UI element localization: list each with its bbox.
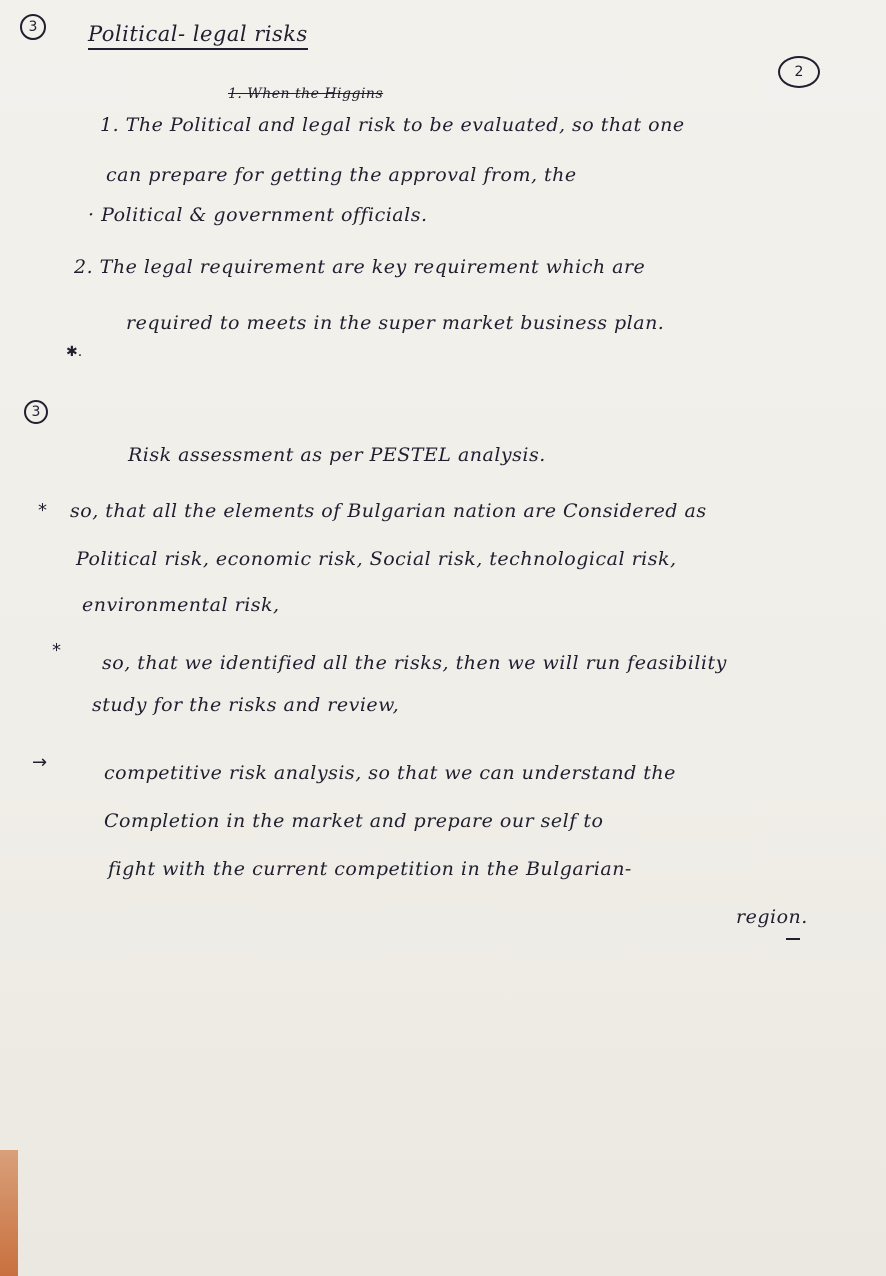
title-underline: [88, 48, 308, 50]
bullet1-marker: *: [38, 500, 47, 521]
bullet3-line1: competitive risk analysis, so that we can understand the: [104, 762, 676, 784]
bullet3-line4: region.: [736, 906, 808, 928]
item1-line1: 1. The Political and legal risk to be evaluated, so that one: [100, 114, 685, 136]
bullet3-line2: Completion in the market and prepare our self to: [104, 810, 604, 832]
page-number: 2: [778, 56, 820, 88]
bullet2-line2: study for the risks and review,: [92, 694, 400, 716]
bullet3-line3: fight with the current competition in the Bulgarian-: [108, 858, 632, 880]
item1-line2: can prepare for getting the approval from, the: [106, 164, 577, 186]
bullet1-line3: environmental risk,: [82, 594, 280, 616]
stray-mark: ✱.: [66, 344, 83, 360]
page-title: Political- legal risks: [88, 22, 308, 46]
page-edge: [0, 1150, 18, 1276]
end-dash: [786, 938, 800, 940]
struck-line: 1. When the Higgins: [228, 86, 384, 102]
section2-heading: Risk assessment as per PESTEL analysis.: [128, 444, 546, 466]
bullet2-marker: *: [52, 640, 61, 661]
item1-line3: · Political & government officials.: [88, 204, 428, 226]
section-marker-top: 3: [20, 14, 46, 40]
bullet1-line1: so, that all the elements of Bulgarian nation are Considered as: [70, 500, 707, 522]
bullet1-line2: Political risk, economic risk, Social risk, technological risk,: [76, 548, 677, 570]
bullet2-line1: so, that we identified all the risks, then we will run feasibility: [102, 652, 727, 674]
item2-line2: required to meets in the super market business plan.: [126, 312, 665, 334]
section-marker-mid: 3: [24, 400, 48, 424]
item2-line1: 2. The legal requirement are key requirement which are: [74, 256, 646, 278]
bullet3-marker: →: [32, 752, 48, 773]
